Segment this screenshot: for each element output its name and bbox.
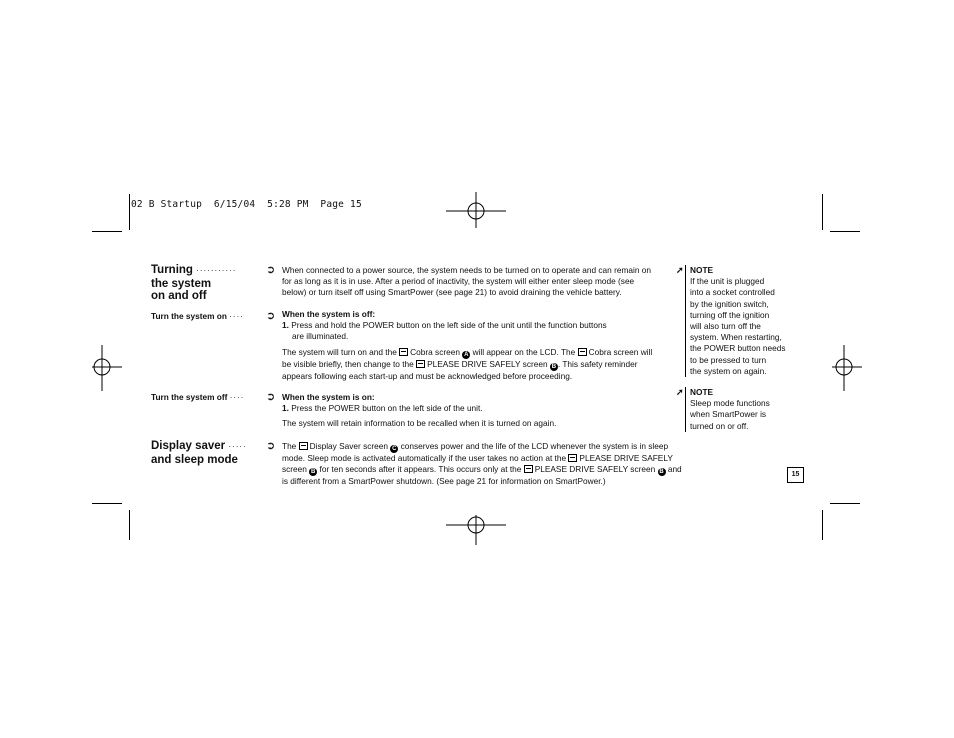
crop-mark xyxy=(822,194,823,230)
note-line: the system on again. xyxy=(690,365,767,376)
note-1 xyxy=(676,265,791,377)
registration-mark-icon xyxy=(826,345,862,391)
note-line: turned on or off. xyxy=(690,420,749,431)
crop-mark xyxy=(92,231,122,232)
section-heading-turning: Turning ··········· the system on and off xyxy=(151,264,237,302)
circled-right-arrow-icon: ➲ xyxy=(266,310,276,322)
screen-icon xyxy=(578,348,587,356)
turn-off-retain: The system will retain information to be recalled when it is turned on again. xyxy=(282,418,557,429)
diagonal-arrow-icon: ➚ xyxy=(676,387,684,397)
note-line: If the unit is plugged xyxy=(690,276,765,287)
when-off-label: When the system is off: xyxy=(282,309,376,319)
turn-on-body xyxy=(282,309,662,382)
note-line: will also turn off the xyxy=(690,321,761,332)
diagonal-arrow-icon: ➚ xyxy=(676,265,684,275)
turning-intro: When connected to a power source, the system needs to be turned on to operate and can remain on for as long as it is in use. After a period of inactivity, the system will either enter sleep mode (see below) or turn itself off using SmartPower (see page 21) to avoid draining the vehicle battery. xyxy=(282,265,651,298)
note-2-title: NOTE xyxy=(690,387,714,397)
page-number: 15 xyxy=(787,467,804,483)
note-line: when SmartPower is xyxy=(690,409,767,420)
circle-c-icon: C xyxy=(392,446,397,452)
subheading-turn-on: Turn the system on ···· xyxy=(151,311,244,321)
circled-right-arrow-icon: ➲ xyxy=(266,264,276,276)
print-slug: 02 B Startup 6/15/04 5:28 PM Page 15 xyxy=(131,199,362,210)
registration-mark-icon xyxy=(446,192,506,228)
screen-icon xyxy=(416,360,425,368)
circle-b-icon: B xyxy=(311,469,316,476)
note-line: into a socket controlled xyxy=(690,287,775,298)
when-on-label: When the system is on: xyxy=(282,392,375,402)
crop-mark xyxy=(92,503,122,504)
note-line: to be pressed to turn xyxy=(690,354,767,365)
crop-mark xyxy=(822,510,823,540)
crop-mark xyxy=(830,231,860,232)
circle-b-icon: B xyxy=(551,363,557,370)
subheading-turn-off: Turn the system off ···· xyxy=(151,392,245,402)
note-line: by the ignition switch, xyxy=(690,298,769,309)
turn-off-body xyxy=(282,392,662,430)
note-line: turning off the ignition xyxy=(690,309,770,320)
turn-on-paragraph: The system will turn on and the Cobra screen A will appear on the LCD. The Cobra screen will be visible briefly, then change to the PLEASE DRIVE SAFELY screen B . This safety reminder appears following each start-up and must be acknowledged before proceeding. xyxy=(282,346,653,381)
display-saver-body: The Display Saver screen C conserves power and the life of the LCD whenever the system is in sleep mode. Sleep mode is activated automatically if the user takes no action at the PLEASE DRIVE SAFELY screen B for ten seconds after it appears. This occurs only at the PLEASE DRIVE SAFELY screen B and is different from a SmartPower shutdown. (See page 21 for information on SmartPower.) xyxy=(282,441,682,487)
crop-mark xyxy=(129,194,130,230)
note-line: system. When restarting, xyxy=(690,332,782,343)
turn-on-step-1: 1. Press and hold the POWER button on the left side of the unit until the function buttons xyxy=(282,320,607,331)
note-2 xyxy=(676,387,791,432)
note-1-text xyxy=(685,265,791,377)
circle-a-icon: A xyxy=(464,351,469,358)
registration-mark-icon xyxy=(446,515,506,551)
note-line: Sleep mode functions xyxy=(690,398,770,409)
note-1-title: NOTE xyxy=(690,265,714,275)
registration-mark-icon xyxy=(92,345,128,391)
turn-off-step-1: 1. Press the POWER button on the left side of the unit. xyxy=(282,403,483,414)
screen-icon xyxy=(399,348,408,356)
note-line: the POWER button needs xyxy=(690,343,786,354)
note-2-text xyxy=(685,387,791,432)
crop-mark xyxy=(830,503,860,504)
screen-icon xyxy=(568,454,577,462)
screen-icon xyxy=(524,465,533,473)
crop-mark xyxy=(129,510,130,540)
turn-on-step-1-cont: are illuminated. xyxy=(292,331,349,342)
circle-b-icon: B xyxy=(659,469,664,476)
circled-right-arrow-icon: ➲ xyxy=(266,391,276,403)
section-heading-display-saver: Display saver ····· and sleep mode xyxy=(151,440,247,466)
screen-icon xyxy=(299,442,308,450)
circled-right-arrow-icon: ➲ xyxy=(266,440,276,452)
